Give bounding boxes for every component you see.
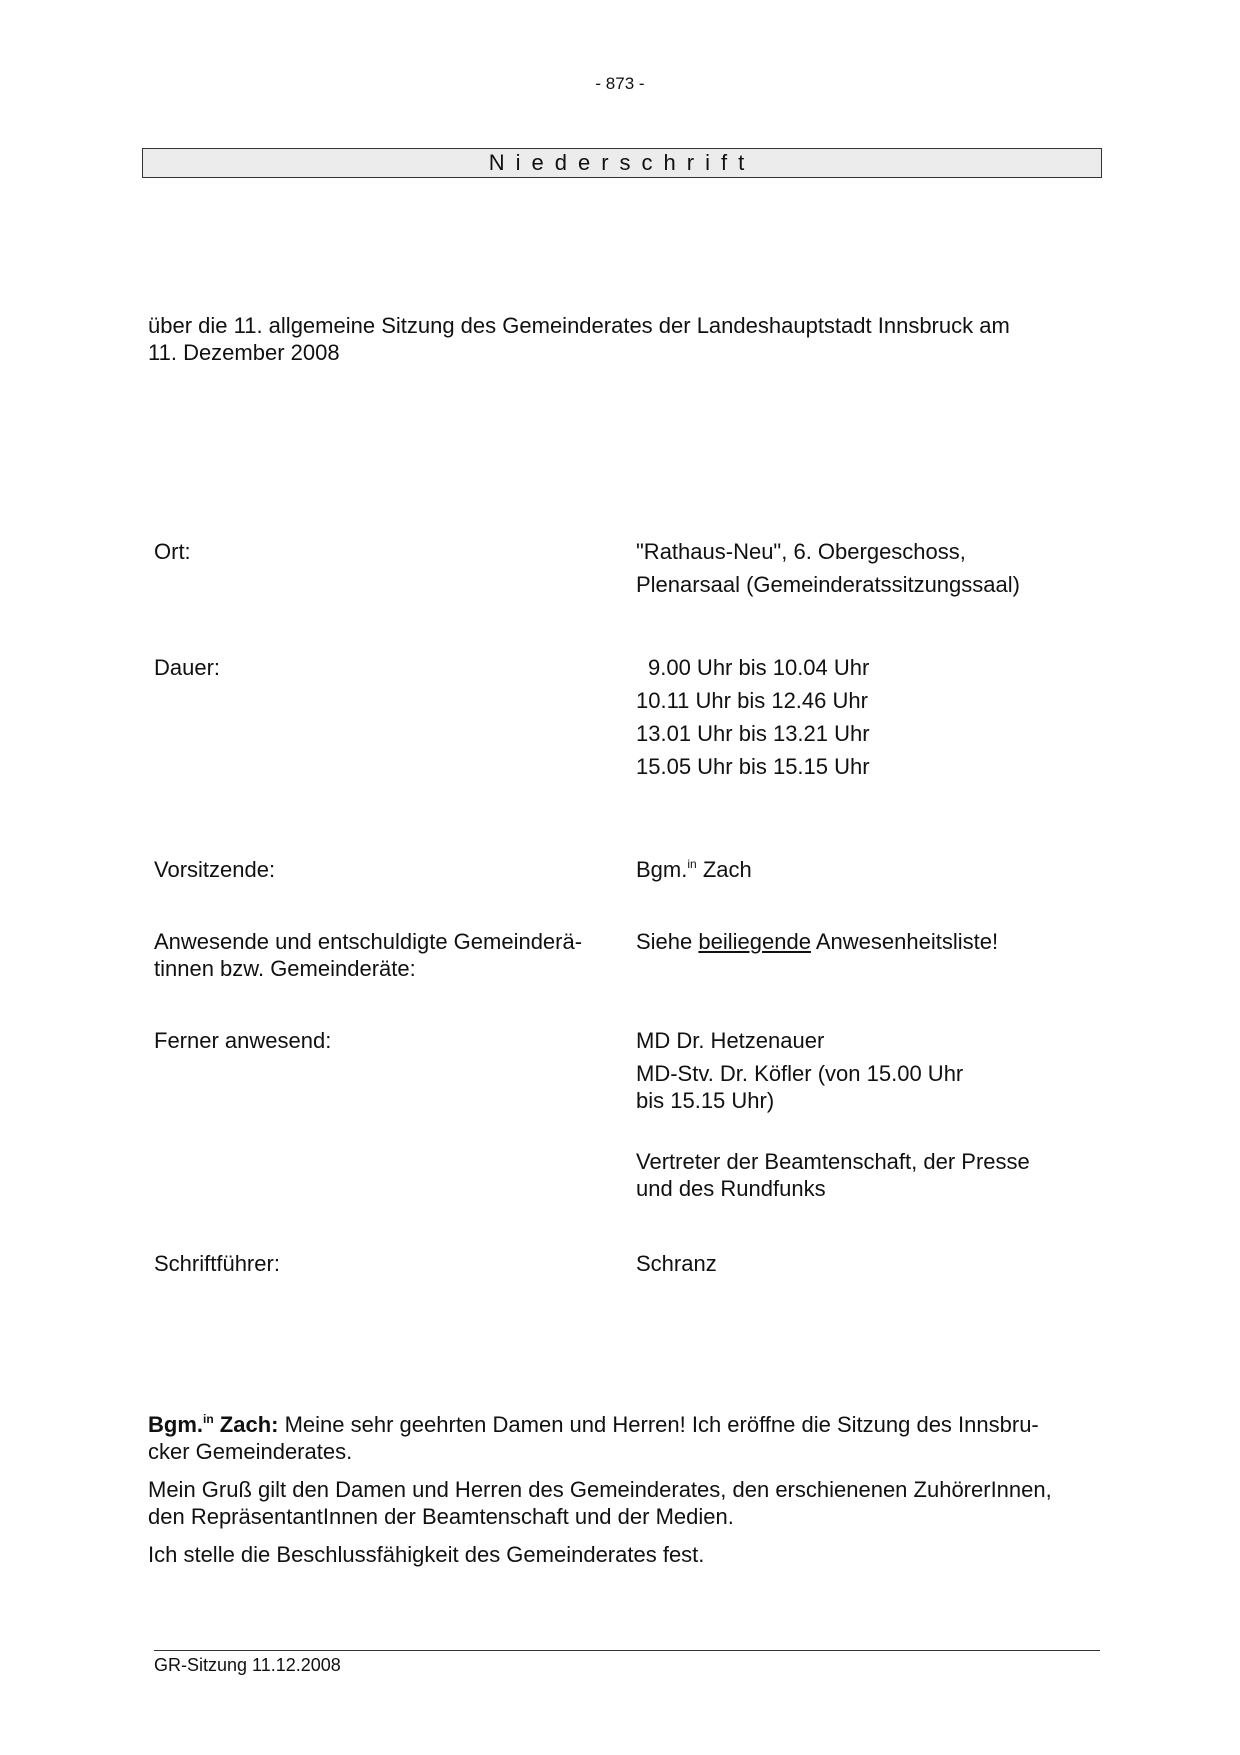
anwesende-label	[154, 928, 582, 982]
ferner-line-4: Vertreter der Beamtenschaft, der Presse	[636, 1149, 1030, 1174]
dauer-label: Dauer:	[154, 655, 221, 680]
dauer-time-4: 15.05 Uhr bis 15.15 Uhr	[636, 754, 870, 779]
schrift-label: Schriftführer:	[154, 1251, 280, 1276]
footer-text: GR-Sitzung 11.12.2008	[154, 1655, 341, 1675]
speech-p1-line-2: cker Gemeinderates.	[148, 1439, 353, 1464]
anwesende-value-underlined: beiliegende	[698, 929, 811, 954]
vorsitz-title-sup: in	[687, 857, 697, 871]
vorsitz-title: Bgm.	[636, 857, 688, 882]
ort-value	[636, 538, 1020, 598]
dauer-time-2: 10.11 Uhr bis 12.46 Uhr	[636, 688, 868, 713]
ferner-line-2: MD-Stv. Dr. Köfler (von 15.00 Uhr	[636, 1061, 964, 1086]
speech-paragraph-3: Ich stelle die Beschlussfähigkeit des Gemeinderates fest.	[148, 1542, 705, 1567]
page-number: - 873 -	[595, 74, 645, 93]
dauer-time-3: 13.01 Uhr bis 13.21 Uhr	[636, 721, 870, 746]
speech-p1-line-1: Meine sehr geehrten Damen und Herren! Ich eröffne die Sitzung des Innsbru-	[284, 1412, 1039, 1437]
speech-p2-line-1: Mein Gruß gilt den Damen und Herren des Gemeinderates, den erschienenen ZuhörerInnen,	[148, 1477, 1052, 1502]
speaker-title-sup: in	[203, 1412, 214, 1426]
speech-p2-line-2: den RepräsentantInnen der Beamtenschaft und der Medien.	[148, 1504, 734, 1529]
anwesende-value	[636, 928, 998, 955]
footer-rule	[154, 1650, 1100, 1651]
vorsitz-label: Vorsitzende:	[154, 857, 276, 882]
anwesende-label-line-1: Anwesende und entschuldigte Gemeinderä-	[154, 929, 583, 954]
ort-label: Ort:	[154, 539, 191, 564]
ferner-line-5: und des Rundfunks	[636, 1176, 826, 1201]
speech-paragraph-2	[148, 1476, 1108, 1530]
vorsitz-value	[636, 856, 752, 883]
dauer-value	[636, 654, 870, 780]
anwesende-value-pre: Siehe	[636, 929, 693, 954]
intro-line-2: 11. Dezember 2008	[148, 340, 340, 365]
ferner-label: Ferner anwesend:	[154, 1028, 332, 1053]
dauer-time-1: 9.00 Uhr bis 10.04 Uhr	[648, 655, 870, 680]
speaker-title: Bgm.	[148, 1412, 203, 1437]
speech-paragraph-1	[148, 1411, 1108, 1465]
document-title: Niederschrift	[142, 148, 1102, 178]
anwesende-label-line-2: tinnen bzw. Gemeinderäte:	[154, 956, 416, 981]
speaker-name: Zach:	[219, 1412, 279, 1437]
vorsitz-name: Zach	[702, 857, 752, 882]
anwesende-value-post: Anwesenheitsliste!	[815, 929, 999, 954]
schrift-value: Schranz	[636, 1251, 717, 1276]
ort-line-2: Plenarsaal (Gemeinderatssitzungssaal)	[636, 572, 1020, 597]
ort-line-1: "Rathaus-Neu", 6. Obergeschoss,	[636, 539, 966, 564]
intro-line-1: über die 11. allgemeine Sitzung des Gemeinderates der Landeshauptstadt Innsbruck am	[148, 313, 1010, 338]
ferner-line-3: bis 15.15 Uhr)	[636, 1088, 775, 1113]
intro-text	[148, 312, 1108, 366]
ferner-line-1: MD Dr. Hetzenauer	[636, 1028, 825, 1053]
ferner-value	[636, 1027, 1030, 1202]
